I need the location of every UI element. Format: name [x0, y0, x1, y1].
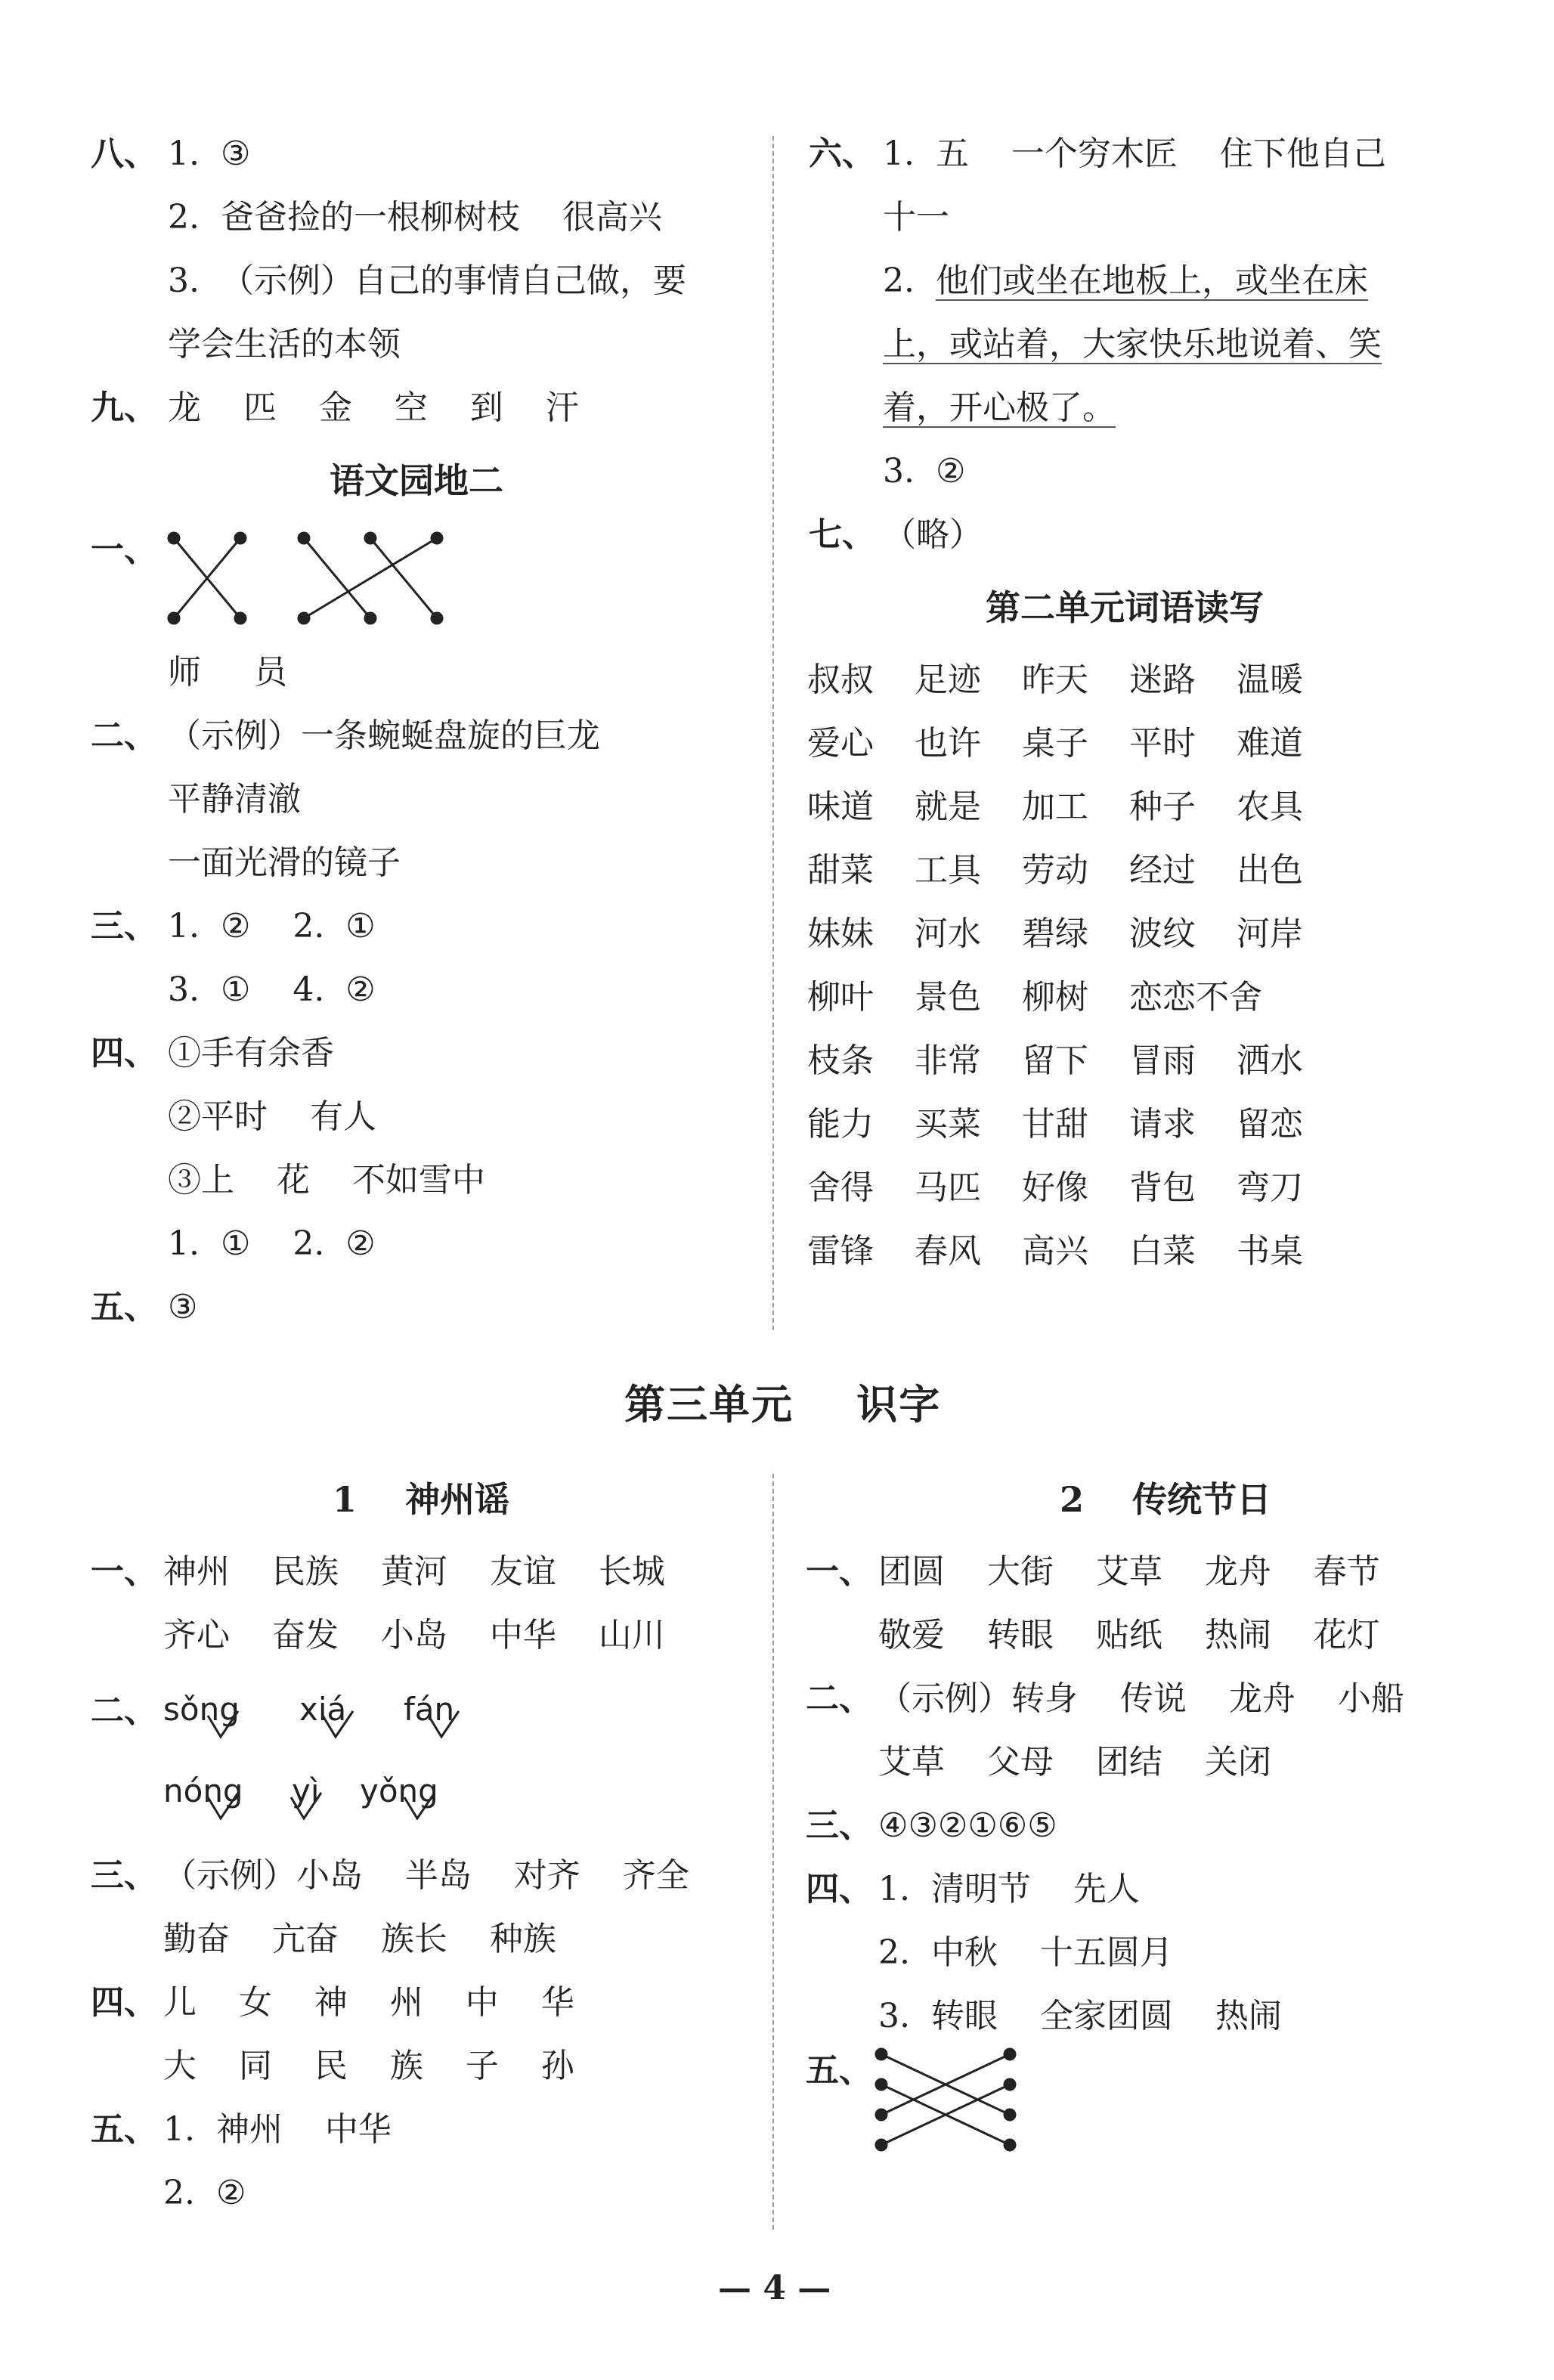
section-8-line-2: 2. 爸爸捡的一根柳树枝 很高兴 — [168, 198, 662, 237]
lesson-1-q4-marker: 四、 — [91, 1983, 157, 2022]
section-6-line-5: 着，开心极了。 — [883, 388, 1116, 427]
garden-3-line-1: 1. ② 2. ① — [168, 907, 376, 946]
section-6-line-1: 1. 五 一个穷木匠 住下他自己 — [883, 135, 1386, 173]
lesson-2-q4-line-3: 3. 转眼 全家团圆 热闹 — [878, 1997, 1282, 2035]
pinyin-nong: nóng — [163, 1772, 243, 1809]
garden-4-line-4: 1. ① 2. ② — [168, 1224, 376, 1263]
lesson-1-q4-line-2: 大 同 民 族 子 孙 — [163, 2047, 574, 2085]
word-cell: 河岸 — [1237, 915, 1303, 953]
pinyin-xia: xiá — [299, 1691, 347, 1728]
word-cell: 柳树 — [1022, 978, 1088, 1017]
lesson-1-q3-marker: 三、 — [91, 1856, 157, 1895]
word-cell: 出色 — [1237, 851, 1303, 890]
word-cell: 春风 — [915, 1232, 981, 1270]
word-cell: 弯刀 — [1237, 1168, 1303, 1207]
check-mark-icon — [289, 1791, 323, 1821]
word-cell: 枝条 — [807, 1041, 874, 1080]
word-cell: 种子 — [1129, 788, 1196, 826]
lesson-2-q1-marker: 一、 — [806, 1552, 872, 1591]
matching-diagram-2 — [869, 2042, 1020, 2163]
section-7-answer: （略） — [883, 515, 983, 554]
word-cell: 背包 — [1129, 1168, 1196, 1207]
word-cell: 妹妹 — [807, 915, 874, 953]
garden-4-line-3: ③上 花 不如雪中 — [168, 1161, 485, 1199]
word-cell: 甘甜 — [1022, 1105, 1088, 1144]
word-cell: 好像 — [1022, 1168, 1088, 1207]
word-cell: 加工 — [1022, 788, 1088, 826]
unit-2-words-title: 第二单元词语读写 — [986, 587, 1264, 628]
section-8-line-1: 1. ③ — [168, 135, 251, 173]
word-cell: 非常 — [915, 1041, 981, 1080]
section-6-line-3-underlined: 他们或坐在地板上，或坐在床 — [935, 262, 1368, 300]
word-cell: 舍得 — [807, 1168, 874, 1207]
column-divider-bottom — [772, 1474, 774, 2230]
garden-1-marker: 一、 — [91, 531, 157, 569]
lesson-2-title: 2 传统节日 — [1060, 1479, 1272, 1520]
page-number: — 4 — — [718, 2269, 831, 2307]
word-cell: 甜菜 — [807, 851, 874, 890]
lesson-2-q2-line-2: 艾草 父母 团结 关闭 — [878, 1743, 1271, 1781]
section-8-line-3: 3. （示例）自己的事情自己做，要 — [168, 262, 686, 300]
word-cell: 叔叔 — [807, 661, 874, 699]
word-cell: 就是 — [915, 788, 981, 826]
word-cell: 马匹 — [915, 1168, 981, 1207]
word-cell: 留恋 — [1237, 1105, 1303, 1144]
section-8-marker: 八、 — [91, 135, 157, 173]
lesson-1-q1-marker: 一、 — [91, 1552, 157, 1591]
lesson-2-q3-marker: 三、 — [806, 1806, 872, 1845]
word-cell: 难道 — [1237, 724, 1303, 763]
word-cell: 昨天 — [1022, 661, 1088, 699]
lesson-2-q2-line-1: （示例）转身 传说 龙舟 小船 — [878, 1679, 1404, 1718]
check-mark-icon — [206, 1791, 240, 1821]
pinyin-fan: fán — [404, 1691, 455, 1728]
garden-4-marker: 四、 — [91, 1034, 157, 1072]
check-mark-icon — [206, 1710, 240, 1740]
garden-2-line-3: 一面光滑的镜子 — [168, 843, 401, 882]
word-cell: 波纹 — [1129, 915, 1196, 953]
section-6-line-3: 2. 他们或坐在地板上，或坐在床 — [883, 262, 1368, 300]
lesson-1-q1-line-1: 神州 民族 黄河 友谊 长城 — [163, 1552, 665, 1591]
check-mark-icon — [426, 1710, 461, 1740]
word-cell: 请求 — [1129, 1105, 1196, 1144]
word-cell: 白菜 — [1129, 1232, 1196, 1270]
word-cell: 足迹 — [915, 661, 981, 699]
word-cell: 柳叶 — [807, 978, 874, 1017]
garden-3-marker: 三、 — [91, 907, 157, 946]
section-9-marker: 九、 — [91, 388, 157, 427]
matching-diagram-1 — [159, 521, 461, 635]
lesson-2-q4-marker: 四、 — [806, 1870, 872, 1908]
lesson-1-q2-marker: 二、 — [91, 1691, 157, 1730]
garden-5-answer: ③ — [168, 1288, 198, 1326]
word-cell: 温暖 — [1237, 661, 1303, 699]
lesson-2-q4-line-1: 1. 清明节 先人 — [878, 1870, 1140, 1908]
check-mark-icon — [402, 1791, 437, 1821]
lesson-1-q5-line-1: 1. 神州 中华 — [163, 2110, 392, 2149]
lesson-1-q5-marker: 五、 — [91, 2110, 157, 2149]
pinyin-song: sǒng — [163, 1691, 240, 1728]
word-cell: 平时 — [1129, 724, 1196, 763]
lesson-2-q2-marker: 二、 — [806, 1679, 872, 1718]
word-cell: 桌子 — [1022, 724, 1088, 763]
lesson-2-q1-line-1: 团圆 大街 艾草 龙舟 春节 — [878, 1552, 1380, 1591]
section-6-line-4: 上，或站着，大家快乐地说着、笑 — [883, 325, 1382, 364]
word-cell: 洒水 — [1237, 1041, 1303, 1080]
unit-3-title: 第三单元 识字 — [624, 1380, 942, 1428]
word-cell: 味道 — [807, 788, 874, 826]
section-6-line-6: 3. ② — [883, 452, 966, 491]
garden-2-line-2: 平静清澈 — [168, 780, 301, 819]
word-cell: 恋恋不舍 — [1129, 978, 1262, 1017]
word-cell: 买菜 — [915, 1105, 981, 1144]
garden-2-title: 语文园地二 — [330, 460, 503, 501]
lesson-1-q4-line-1: 儿 女 神 州 中 华 — [163, 1983, 574, 2022]
garden-2-line-1: （示例）一条蜿蜒盘旋的巨龙 — [168, 716, 600, 755]
pinyin-yong: yǒng — [360, 1772, 438, 1809]
word-cell: 留下 — [1022, 1041, 1088, 1080]
word-cell: 迷路 — [1129, 661, 1196, 699]
section-9-line: 龙 匹 金 空 到 汗 — [168, 388, 579, 427]
lesson-2-q5-marker: 五、 — [806, 2051, 872, 2090]
garden-5-marker: 五、 — [91, 1288, 157, 1326]
word-cell: 高兴 — [1022, 1232, 1088, 1270]
word-cell: 工具 — [915, 851, 981, 890]
lesson-1-q3-line-1: （示例）小岛 半岛 对齐 齐全 — [163, 1856, 689, 1895]
garden-1-caption: 师 员 — [168, 653, 287, 692]
lesson-2-q3-answer: ④③②①⑥⑤ — [878, 1806, 1057, 1845]
garden-4-line-1: ①手有余香 — [168, 1034, 334, 1072]
word-cell: 碧绿 — [1022, 915, 1088, 953]
section-6-line-2: 十一 — [883, 198, 949, 237]
section-7-marker: 七、 — [809, 515, 875, 554]
word-cell: 景色 — [915, 978, 981, 1017]
word-cell: 书桌 — [1237, 1232, 1303, 1270]
garden-2-marker: 二、 — [91, 716, 157, 755]
garden-4-line-2: ②平时 有人 — [168, 1097, 376, 1136]
garden-3-line-2: 3. ① 4. ② — [168, 970, 376, 1009]
word-cell: 经过 — [1129, 851, 1196, 890]
word-cell: 爱心 — [807, 724, 874, 763]
check-mark-icon — [320, 1710, 355, 1740]
word-cell: 河水 — [915, 915, 981, 953]
word-cell: 农具 — [1237, 788, 1303, 826]
lesson-1-q5-line-2: 2. ② — [163, 2174, 246, 2212]
lesson-2-q4-line-2: 2. 中秋 十五圆月 — [878, 1933, 1173, 1972]
lesson-1-q3-line-2: 勤奋 亢奋 族长 种族 — [163, 1920, 556, 1958]
section-6-marker: 六、 — [809, 135, 875, 173]
word-cell: 也许 — [915, 724, 981, 763]
word-cell: 冒雨 — [1129, 1041, 1196, 1080]
lesson-1-title: 1 神州谣 — [333, 1479, 510, 1520]
pinyin-yi: yì — [292, 1772, 320, 1809]
lesson-1-q1-line-2: 齐心 奋发 小岛 中华 山川 — [163, 1616, 665, 1654]
column-divider-top — [772, 136, 774, 1330]
word-cell: 能力 — [807, 1105, 874, 1144]
section-8-line-4: 学会生活的本领 — [168, 325, 401, 364]
word-cell: 雷锋 — [807, 1232, 874, 1270]
word-cell: 劳动 — [1022, 851, 1088, 890]
lesson-2-q1-line-2: 敬爱 转眼 贴纸 热闹 花灯 — [878, 1616, 1380, 1654]
